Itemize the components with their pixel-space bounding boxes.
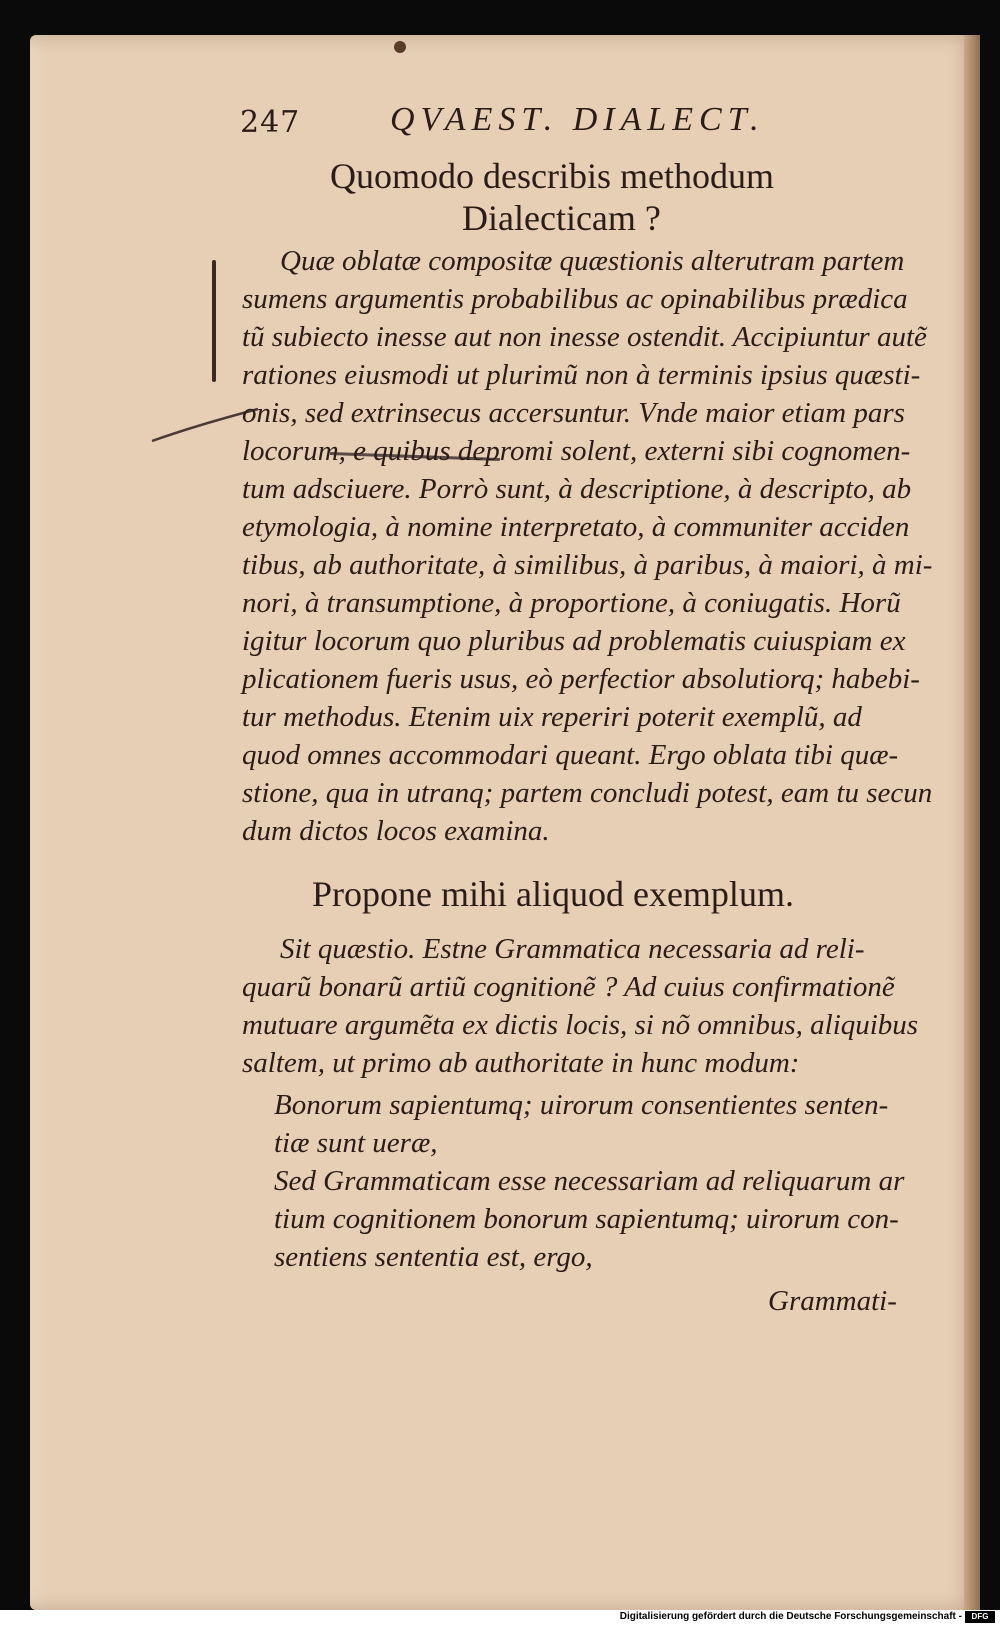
running-head: QVAEST. DIALECT. <box>390 101 765 138</box>
marginal-bracket-mark <box>212 260 216 382</box>
text-line: Quæ oblatæ compositæ quæstionis alterutram partem <box>280 245 905 277</box>
page-number: 247 <box>240 105 301 140</box>
syllogism-line: tium cognitionem bonorum sapientumq; uirorum con- <box>274 1203 899 1235</box>
question-heading-line-1: Quomodo describis methodum <box>330 156 774 196</box>
text-line: nori, à transumptione, à proportione, à coniugatis. Horũ <box>242 587 901 619</box>
syllogism-line: tiæ sunt ueræ, <box>274 1127 438 1159</box>
text-line: saltem, ut primo ab authoritate in hunc modum: <box>242 1047 800 1079</box>
text-line: locorum, e quibus depromi solent, externi sibi cognomen- <box>242 435 911 467</box>
book-page <box>30 35 980 1610</box>
text-line: Sit quæstio. Estne Grammatica necessaria ad reli- <box>280 933 865 965</box>
text-line: rationes eiusmodi ut plurimũ non à terminis ipsius quæsti- <box>242 359 921 391</box>
text-line: sumens argumentis probabilibus ac opinabilibus prædica <box>242 283 908 315</box>
text-line: quarũ bonarũ artiũ cognitionẽ ? Ad cuius confirmationẽ <box>242 971 895 1003</box>
catchword: Grammati- <box>768 1285 897 1317</box>
text-line: tibus, ab authoritate, à similibus, à paribus, à maiori, à mi- <box>242 549 933 581</box>
syllogism-line: Sed Grammaticam esse necessariam ad reliquarum ar <box>274 1165 905 1197</box>
dfg-logo: DFG <box>965 1611 995 1623</box>
text-line: igitur locorum quo pluribus ad problematis cuiuspiam ex <box>242 625 906 657</box>
syllogism-line: Bonorum sapientumq; uirorum consentientes senten- <box>274 1089 889 1121</box>
text-line: tũ subiecto inesse aut non inesse ostendit. Accipiuntur autẽ <box>242 321 927 353</box>
text-line: plicationem fueris usus, eò perfectior absolutiorq; habebi- <box>242 663 920 695</box>
text-line: stione, qua in utranq; partem concludi potest, eam tu secun <box>242 777 933 809</box>
digitization-credit: Digitalisierung gefördert durch die Deutsche Forschungsgemeinschaft - <box>619 1611 962 1622</box>
text-line: onis, sed extrinsecus accersuntur. Vnde maior etiam pars <box>242 397 905 429</box>
text-line: etymologia, à nomine interpretato, à communiter acciden <box>242 511 910 543</box>
text-line: mutuare argumẽta ex dictis locis, si nõ omnibus, aliquibus <box>242 1009 919 1041</box>
text-line: tum adsciuere. Porrò sunt, à descriptione, à descripto, ab <box>242 473 912 505</box>
text-line: tur methodus. Etenim uix reperiri poterit exemplũ, ad <box>242 701 862 733</box>
page-edge <box>964 35 980 1610</box>
binding-hole <box>394 41 406 53</box>
example-heading: Propone mihi aliquod exemplum. <box>312 874 794 914</box>
question-heading-line-2: Dialecticam ? <box>462 198 661 238</box>
text-line: dum dictos locos examina. <box>242 815 550 847</box>
text-line: quod omnes accommodari queant. Ergo oblata tibi quæ- <box>242 739 899 771</box>
syllogism-line: sentiens sententia est, ergo, <box>274 1241 593 1273</box>
